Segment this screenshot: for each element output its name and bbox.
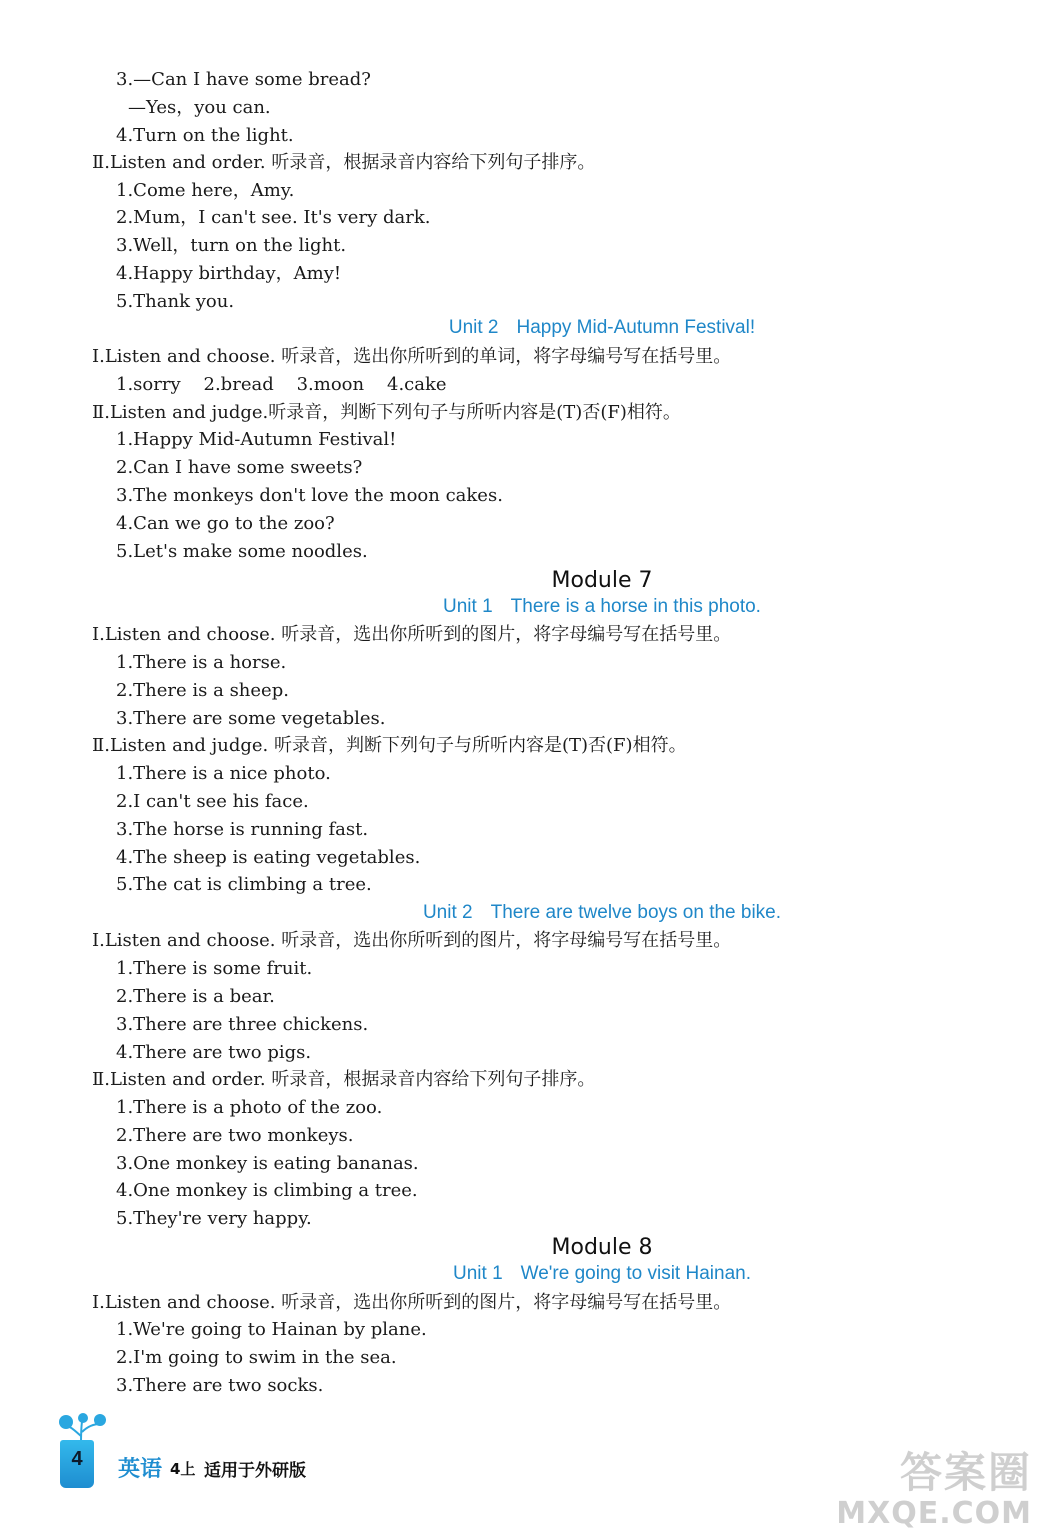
answer-line: 3.Well，turn on the light. — [116, 235, 347, 256]
answer-line: 1.There is a nice photo. — [116, 763, 331, 784]
answer-line: 2.Mum，I can't see. It's very dark. — [116, 207, 431, 228]
exercise-instruction: Ⅰ.Listen and choose. 听录音，选出你所听到的图片，将字母编号写在括号里。 — [92, 1292, 732, 1313]
unit-label: Unit 2 — [448, 317, 499, 338]
exercise-instruction: Ⅰ.Listen and choose. 听录音，选出你所听到的单词，将字母编号写在括号里。 — [92, 346, 732, 367]
unit-label: Unit 1 — [443, 596, 493, 617]
answer-line: 1.There is a photo of the zoo. — [116, 1097, 383, 1118]
answer-line: 2.I'm going to swim in the sea. — [116, 1347, 397, 1368]
answer-line: 1.sorry 2.bread 3.moon 4.cake — [116, 374, 447, 395]
answer-line: 5.The cat is climbing a tree. — [116, 874, 372, 895]
unit-title: Happy Mid-Autumn Festival! — [516, 317, 756, 338]
unit-label: Unit 1 — [453, 1263, 503, 1284]
exercise-instruction: Ⅰ.Listen and choose. 听录音，选出你所听到的图片，将字母编号写在括号里。 — [92, 930, 732, 951]
answer-line: 4.Can we go to the zoo? — [116, 513, 335, 534]
module-heading: Module 8 — [551, 1235, 653, 1260]
answer-line: 3.There are three chickens. — [116, 1014, 369, 1035]
answer-line: 3.—Can I have some bread? — [116, 69, 371, 90]
answer-line: 3.The monkeys don't love the moon cakes. — [116, 485, 503, 506]
answer-line: 5.Thank you. — [116, 291, 235, 312]
answer-line: 1.There is some fruit. — [116, 958, 313, 979]
exercise-instruction: Ⅱ.Listen and order. 听录音，根据录音内容给下列句子排序。 — [92, 1069, 596, 1090]
answer-line: 3.There are some vegetables. — [116, 708, 386, 729]
exercise-instruction: Ⅱ.Listen and judge.听录音，判断下列句子与所听内容是(T)否(F)相符。 — [92, 402, 681, 423]
exercise-instruction: Ⅱ.Listen and order. 听录音，根据录音内容给下列句子排序。 — [92, 152, 596, 173]
watermark-title: 答案圈 — [899, 1448, 1032, 1497]
answer-line: 2.I can't see his face. — [116, 791, 309, 812]
unit-title: We're going to visit Hainan. — [520, 1263, 751, 1284]
unit-title: There is a horse in this photo. — [510, 596, 761, 617]
answer-line: 1.Come here，Amy. — [116, 180, 295, 201]
answer-line: 2.There is a bear. — [116, 986, 275, 1007]
answer-line: 5.Let's make some noodles. — [116, 541, 368, 562]
watermark — [836, 1440, 1032, 1531]
page-footer — [52, 1412, 352, 1492]
answer-line: 3.One monkey is eating bananas. — [116, 1153, 419, 1174]
answer-line: 4.The sheep is eating vegetables. — [116, 847, 421, 868]
unit-heading — [0, 1262, 1044, 1286]
answer-line: 1.Happy Mid-Autumn Festival! — [116, 429, 397, 450]
watermark-url: MXQE.COM — [836, 1496, 1032, 1531]
answer-line: 2.There are two monkeys. — [116, 1125, 354, 1146]
subject-label: 英语 — [118, 1457, 163, 1482]
unit-heading — [0, 595, 1044, 619]
answer-line: 4.Turn on the light. — [116, 125, 294, 146]
unit-heading — [0, 316, 1044, 340]
edition-label: 适用于外研版 — [204, 1461, 306, 1481]
exercise-instruction: Ⅰ.Listen and choose. 听录音，选出你所听到的图片，将字母编号写在括号里。 — [92, 624, 732, 645]
unit-title: There are twelve boys on the bike. — [490, 902, 782, 923]
unit-heading — [0, 901, 1044, 925]
answer-line: 1.There is a horse. — [116, 652, 287, 673]
answer-line: 4.Happy birthday，Amy! — [116, 263, 342, 284]
answer-line: 2.There is a sheep. — [116, 680, 289, 701]
answer-line: 2.Can I have some sweets? — [116, 457, 363, 478]
answer-line: 4.There are two pigs. — [116, 1042, 312, 1063]
answer-line: 5.They're very happy. — [116, 1208, 312, 1229]
answer-line: 4.One monkey is climbing a tree. — [116, 1180, 418, 1201]
grade-label: 4上 — [170, 1460, 196, 1478]
page-number: 4 — [71, 1448, 83, 1470]
answer-line: 3.There are two socks. — [116, 1375, 324, 1396]
exercise-instruction: Ⅱ.Listen and judge. 听录音，判断下列句子与所听内容是(T)否(F)相符。 — [92, 735, 687, 756]
unit-label: Unit 2 — [422, 902, 473, 923]
answer-line: —Yes，you can. — [128, 97, 271, 118]
module-heading: Module 7 — [551, 568, 653, 593]
answer-line: 3.The horse is running fast. — [116, 819, 369, 840]
answer-line: 1.We're going to Hainan by plane. — [116, 1319, 427, 1340]
